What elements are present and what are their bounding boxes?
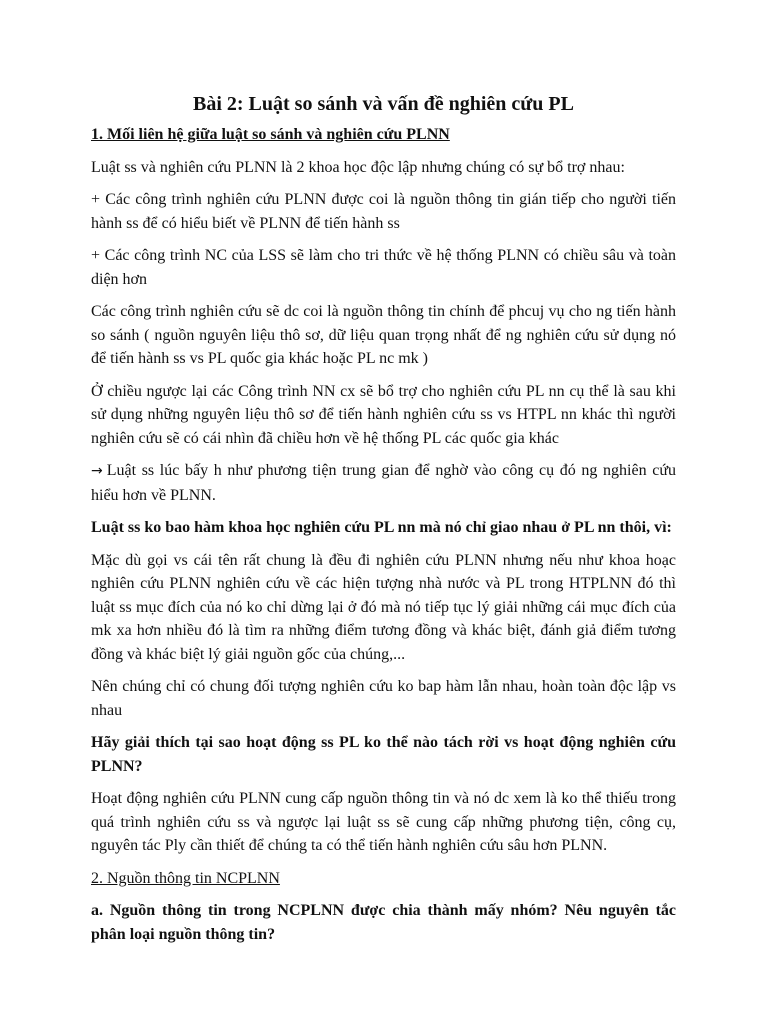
paragraph-3: + Các công trình NC của LSS sẽ làm cho tri thức về hệ thống PLNN có chiều sâu và toàn diện hơn — [91, 247, 676, 288]
question-1: Luật ss ko bao hàm khoa học nghiên cứu PL nn mà nó chỉ giao nhau ở PL nn thôi, vì: — [91, 519, 672, 536]
paragraph-9: Hoạt động nghiên cứu PLNN cung cấp nguồn thông tin và nó dc xem là ko thể thiếu trong quá trình nghiên cứu ss và ngược lại luật ss sẽ cung cấp những phương tiện, công cụ, nguyên tác Ply cần thiết để chúng ta có thể tiến hành nghiên cứu sâu hơn PLNN. — [91, 790, 676, 854]
paragraph-6-text: Luật ss lúc bấy h như phương tiện trung gian để nghờ vào công cụ đó ng nghiên cứu hiểu hơn về PLNN. — [91, 462, 676, 504]
paragraph-7: Mặc dù gọi vs cái tên rất chung là đều đi nghiên cứu PLNN nhưng nếu như khoa hoạc nghiên cứu PLNN nghiên cứu về các hiện tượng nhà nước và PL trong HTPLNN đó thì luật ss mục đích của nó ko chỉ dừng lại ở đó mà nó tiếp tục lý giải những cái mục đích của mk xa hơn nhiều đó là tìm ra những điểm tương đồng và khác biệt, đánh giả điểm tương đồng và khác biệt lý giải nguồn gốc của chúng,... — [91, 551, 676, 663]
question-2: Hãy giải thích tại sao hoạt động ss PL ko thể nào tách rời vs hoạt động nghiên cứu PLNN? — [91, 734, 676, 775]
paragraph-2: + Các công trình nghiên cứu PLNN được coi là nguồn thông tin gián tiếp cho người tiến hành ss để có hiểu biết về PLNN để tiến hành ss — [91, 191, 676, 232]
document-title: Bài 2: Luật so sánh và vấn đề nghiên cứu PL — [193, 93, 574, 115]
section-2-heading: 2. Nguồn thông tin NCPLNN — [91, 869, 280, 887]
section-1-heading: 1. Mối liên hệ giữa luật so sánh và nghiên cứu PLNN — [91, 126, 450, 143]
question-3: a. Nguồn thông tin trong NCPLNN được chia thành mấy nhóm? Nêu nguyên tắc phân loại nguồn thông tin? — [91, 902, 676, 943]
paragraph-1: Luật ss và nghiên cứu PLNN là 2 khoa học độc lập nhưng chúng có sự bổ trợ nhau: — [91, 158, 625, 176]
paragraph-5: Ở chiều ngược lại các Công trình NN cx sẽ bổ trợ cho nghiên cứu PL nn cụ thể là sau khi sử dụng những nguyên liệu thô sơ để tiến hành nghiên cứu ss vs HTPL nn khác thì người nghiên cứu sẽ có cái nhìn đã chiều hơn về hệ thống PL các quốc gia khác — [91, 382, 676, 447]
arrow-right-icon: → — [91, 463, 103, 479]
paragraph-8: Nên chúng chỉ có chung đối tượng nghiên cứu ko bap hàm lẫn nhau, hoàn toàn độc lập vs nhau — [91, 678, 676, 719]
paragraph-6 — [91, 459, 676, 507]
paragraph-4: Các công trình nghiên cứu sẽ dc coi là nguồn thông tin chính để phcuj vụ cho ng tiến hành so sánh ( nguồn nguyên liệu thô sơ, dữ liệu quan trọng nhất để ng nghiên cứu sử dụng nó để tiến hành ss vs PL quốc gia khác hoặc PL nc mk ) — [91, 303, 676, 367]
